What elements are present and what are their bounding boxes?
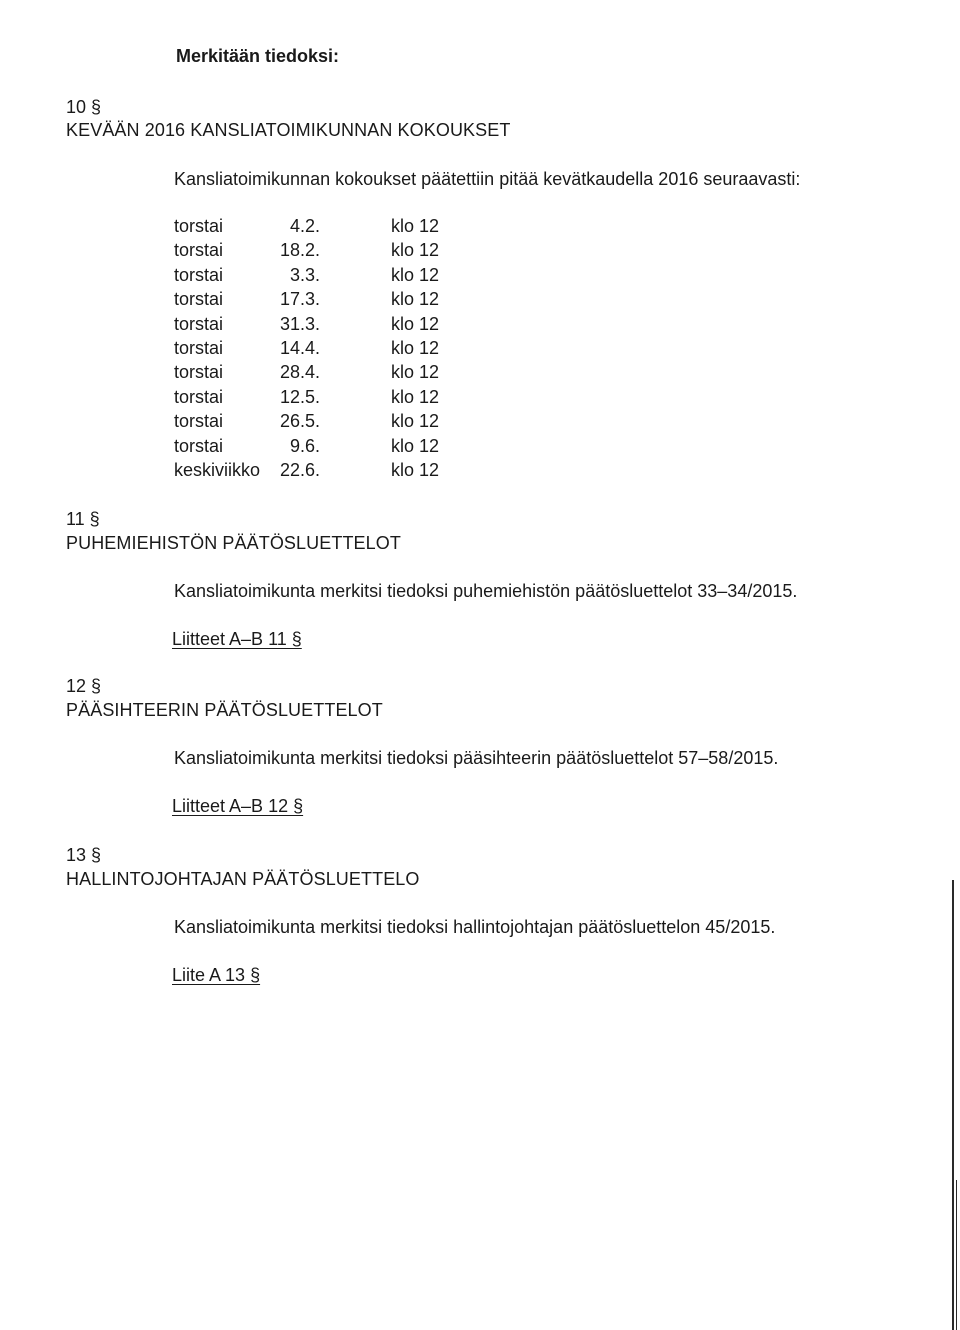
schedule-day: torstai <box>174 337 224 358</box>
section-12-text: Kansliatoimikunta merkitsi tiedoksi pääsihteerin päätösluettelot 57–58/2015. <box>174 748 779 768</box>
schedule-date: 12.5. <box>279 386 320 407</box>
schedule-time: klo 12 <box>391 411 440 432</box>
schedule-date: 31.3. <box>279 313 320 334</box>
schedule-day: torstai <box>174 289 224 310</box>
section-11-attachment-link[interactable]: Liitteet A–B 11 § <box>172 629 302 649</box>
section-11-text: Kansliatoimikunta merkitsi tiedoksi puhemiehistön päätösluettelot 33–34/2015. <box>174 581 798 601</box>
schedule-day: torstai <box>174 411 224 432</box>
scan-edge-line <box>956 1180 957 1330</box>
section-12-attachment-link[interactable]: Liitteet A–B 12 § <box>172 796 304 816</box>
schedule-day: keskiviikko <box>174 459 261 480</box>
schedule-date: 18.2. <box>279 240 320 261</box>
schedule-day: torstai <box>174 216 224 236</box>
schedule-day: torstai <box>174 435 224 456</box>
schedule-time: klo 12 <box>391 362 440 383</box>
schedule-date: 22.6. <box>279 459 320 480</box>
section-13-attachment-link[interactable]: Liite A 13 § <box>172 965 261 985</box>
schedule-time: klo 12 <box>391 459 440 480</box>
schedule-day: torstai <box>174 386 224 407</box>
schedule-day: torstai <box>174 362 224 383</box>
schedule-day: torstai <box>174 264 224 285</box>
schedule-time: klo 12 <box>391 216 440 236</box>
section-10-text: Kansliatoimikunnan kokoukset päätettiin pitää kevätkaudella 2016 seuraavasti: <box>174 169 801 189</box>
section-10-number: 10 § <box>66 97 102 117</box>
section-10-title: KEVÄÄN 2016 KANSLIATOIMIKUNNAN KOKOUKSET <box>66 120 511 140</box>
schedule-time: klo 12 <box>391 435 440 456</box>
schedule-time: klo 12 <box>391 289 440 310</box>
schedule-time: klo 12 <box>391 240 440 261</box>
section-13-number: 13 § <box>66 845 102 865</box>
schedule-date: 14.4. <box>279 337 320 358</box>
schedule-date: 9.6. <box>289 435 320 456</box>
schedule-date: 28.4. <box>279 362 320 383</box>
schedule-date: 17.3. <box>279 289 320 310</box>
section-11-number: 11 § <box>66 509 100 529</box>
schedule-day: torstai <box>174 240 224 261</box>
section-13-text: Kansliatoimikunta merkitsi tiedoksi hallintojohtajan päätösluettelon 45/2015. <box>174 917 776 937</box>
page-heading: Merkitään tiedoksi: <box>176 46 340 66</box>
schedule-date: 4.2. <box>289 216 320 236</box>
schedule-time: klo 12 <box>391 313 440 334</box>
schedule-time: klo 12 <box>391 386 440 407</box>
section-12-title: PÄÄSIHTEERIN PÄÄTÖSLUETTELOT <box>66 700 383 720</box>
section-11-title: PUHEMIEHISTÖN PÄÄTÖSLUETTELOT <box>66 533 401 553</box>
scan-edge-line <box>952 880 954 1330</box>
section-13-title: HALLINTOJOHTAJAN PÄÄTÖSLUETTELO <box>66 869 420 889</box>
schedule-date: 26.5. <box>279 411 320 432</box>
schedule-day: torstai <box>174 313 224 334</box>
schedule-time: klo 12 <box>391 264 440 285</box>
schedule-time: klo 12 <box>391 337 440 358</box>
section-12-number: 12 § <box>66 676 102 696</box>
schedule-date: 3.3. <box>289 264 320 285</box>
